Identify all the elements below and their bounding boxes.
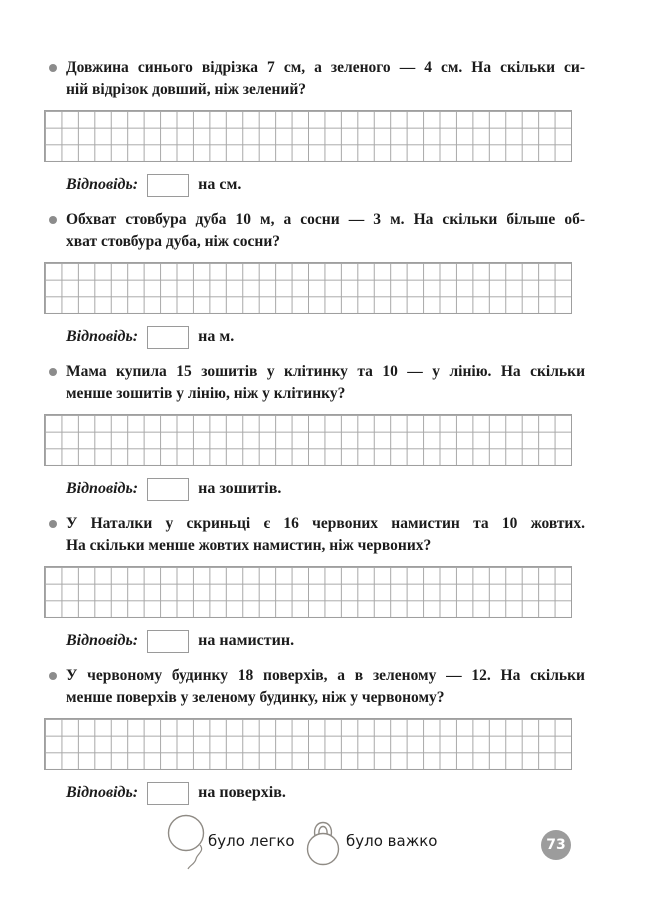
page-number: 73 (546, 837, 566, 853)
answer-unit: на м. (198, 328, 235, 345)
work-grid[interactable] (44, 262, 572, 314)
bullet-icon (49, 520, 57, 528)
work-grid[interactable] (44, 110, 572, 162)
answer-label: Відповідь: (66, 176, 139, 193)
problem-lines (66, 513, 585, 557)
easy-label[interactable]: було легко (208, 832, 295, 850)
problem-line-1: Мама купила 15 зошитів у клітинку та 10 — у лінію. На скільки (66, 363, 585, 380)
problem-line-2: ній відрізок довший, ніж зелений? (66, 81, 307, 98)
problem-block (0, 361, 650, 501)
problem-block (0, 57, 650, 197)
bullet-icon (49, 672, 57, 680)
answer-line (66, 629, 650, 653)
work-grid[interactable] (44, 566, 572, 618)
problem-text (49, 665, 585, 709)
answer-input-box[interactable] (147, 174, 189, 197)
page-number-badge (541, 830, 571, 860)
answer-label: Відповідь: (66, 328, 139, 345)
hard-marker-icon[interactable] (304, 816, 344, 868)
problem-line-2: На скільки менше жовтих намистин, ніж червоних? (66, 537, 432, 554)
problem-block (0, 665, 650, 805)
problem-line-1: Обхват стовбура дуба 10 м, а сосни — 3 м. На скільки більше об- (66, 211, 585, 228)
answer-line (66, 477, 650, 501)
answer-line (66, 781, 650, 805)
answer-unit: на намистин. (198, 632, 295, 649)
problem-text (49, 57, 585, 101)
answer-input-box[interactable] (147, 630, 189, 653)
answer-label: Відповідь: (66, 632, 139, 649)
kettlebell-icon (304, 816, 344, 868)
problem-text (49, 361, 585, 405)
bullet-icon (49, 216, 57, 224)
answer-unit: на поверхів. (198, 784, 286, 801)
problem-line-1: У Наталки у скриньці є 16 червоних намистин та 10 жовтих. (66, 515, 585, 532)
work-grid[interactable] (44, 414, 572, 466)
answer-label: Відповідь: (66, 480, 139, 497)
problem-text (49, 209, 585, 253)
problem-lines (66, 209, 585, 253)
problem-line-2: менше зошитів у лінію, ніж у клітинку? (66, 385, 346, 402)
bullet-icon (49, 368, 57, 376)
hard-label[interactable]: було важко (346, 832, 438, 850)
problem-line-1: У червоному будинку 18 поверхів, а в зеленому — 12. На скільки (66, 667, 585, 684)
answer-unit: на см. (198, 176, 242, 193)
answer-line (66, 325, 650, 349)
problem-lines (66, 665, 585, 709)
problem-line-1: Довжина синього відрізка 7 см, а зеленого — 4 см. На скільки си- (66, 59, 585, 76)
problem-lines (66, 57, 585, 101)
problem-lines (66, 361, 585, 405)
answer-input-box[interactable] (147, 326, 189, 349)
problem-block (0, 209, 650, 349)
work-grid[interactable] (44, 718, 572, 770)
balloon-icon (166, 814, 210, 874)
answer-input-box[interactable] (147, 478, 189, 501)
easy-marker-icon[interactable] (166, 814, 210, 874)
problem-block (0, 513, 650, 653)
footer (0, 810, 650, 880)
problem-line-2: менше поверхів у зеленому будинку, ніж у червоному? (66, 689, 445, 706)
bullet-icon (49, 64, 57, 72)
answer-line (66, 173, 650, 197)
answer-input-box[interactable] (147, 782, 189, 805)
answer-unit: на зошитів. (198, 480, 282, 497)
answer-label: Відповідь: (66, 784, 139, 801)
problem-text (49, 513, 585, 557)
problem-line-2: хват стовбура дуба, ніж сосни? (66, 233, 281, 250)
